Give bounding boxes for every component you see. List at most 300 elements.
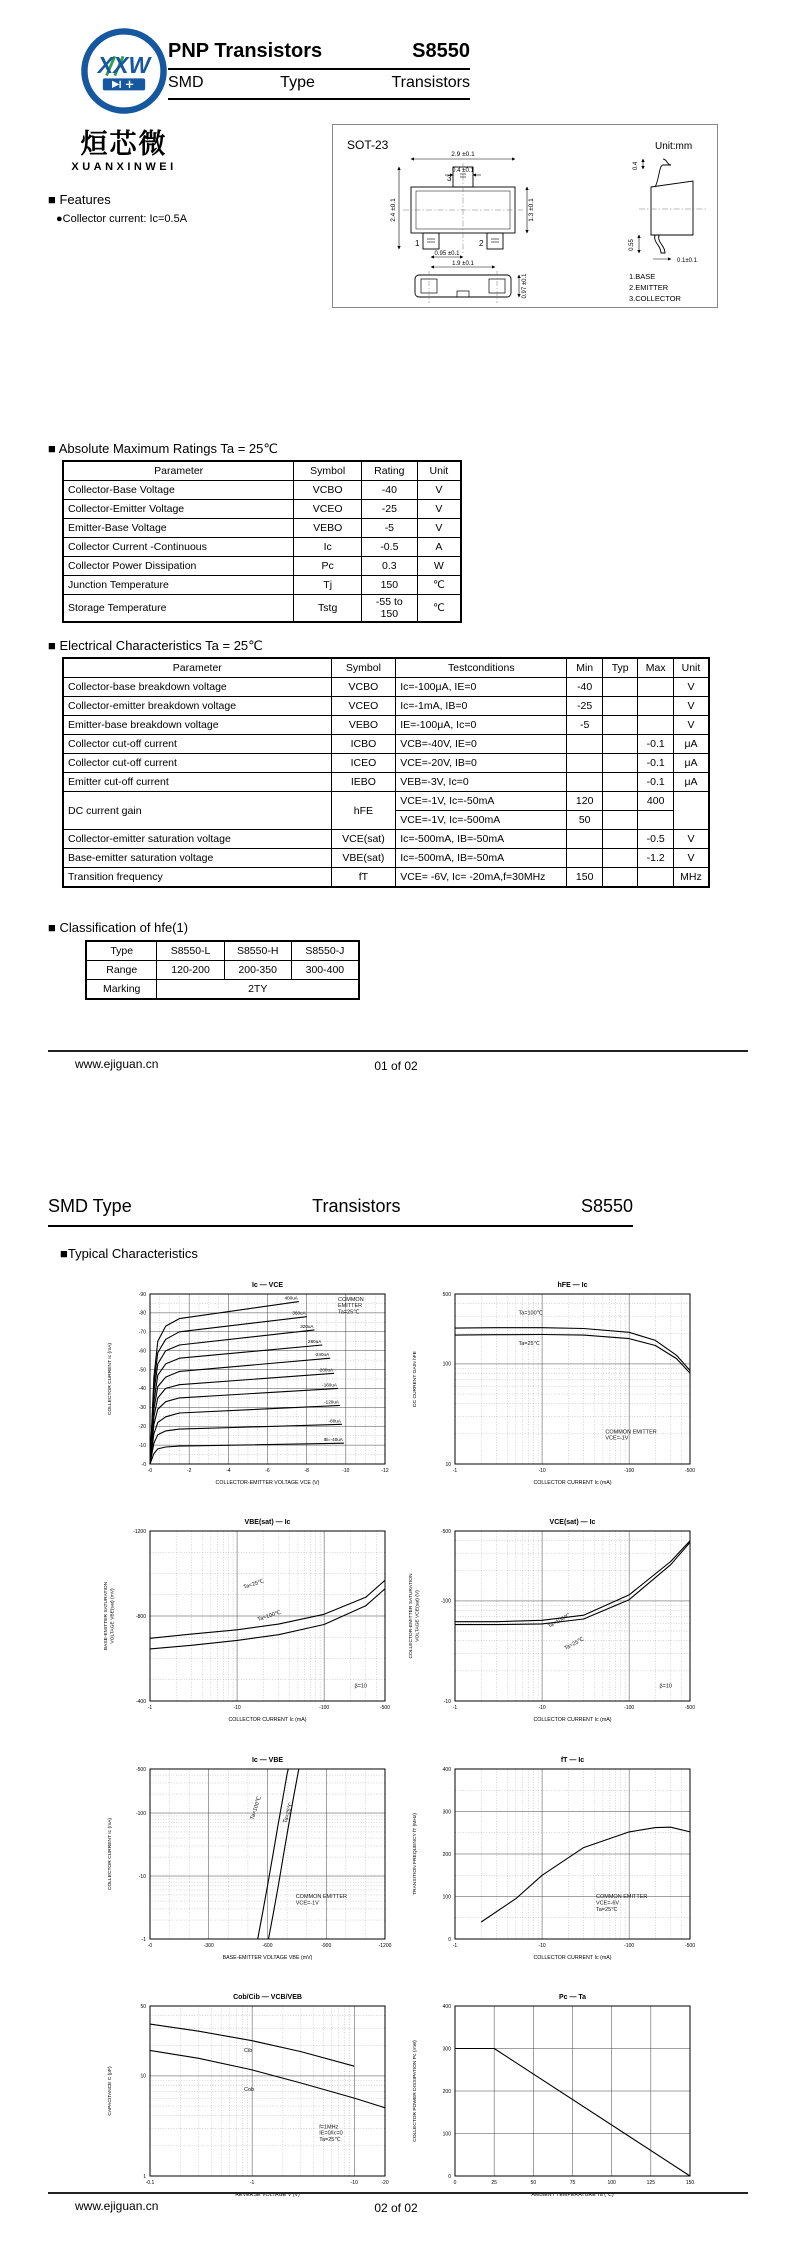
table-cell: VCBO [294, 481, 362, 500]
svg-text:-160uA: -160uA [322, 1382, 337, 1388]
table-cell: Collector cut-off current [63, 754, 331, 773]
table-cell [602, 868, 638, 888]
typical-characteristics-heading: ■Typical Characteristics [60, 1246, 198, 1261]
table-cell: -0.5 [638, 830, 674, 849]
svg-text:TRANSITION FREQUENCY fT (MHz: TRANSITION FREQUENCY fT (MHz) [413, 1813, 418, 1895]
table-cell: V [417, 500, 461, 519]
svg-text:Ta=100℃: Ta=100℃ [256, 1609, 282, 1624]
table-row [63, 735, 709, 754]
table-cell: VCE=-20V, IB=0 [396, 754, 567, 773]
table-cell [602, 830, 638, 849]
svg-text:-20: -20 [138, 1424, 146, 1431]
table-cell [638, 868, 674, 888]
column-header: Max [638, 658, 674, 678]
table-cell: Type [86, 941, 157, 961]
svg-text:50: 50 [140, 2003, 146, 2010]
svg-text:320uA: 320uA [300, 1323, 314, 1329]
dim-lead-height: 0.55 [629, 239, 635, 251]
table-row [63, 576, 461, 595]
svg-text:0: 0 [453, 2180, 457, 2186]
svg-text:-10: -10 [233, 1705, 241, 1711]
svg-text:-0: -0 [147, 1943, 153, 1949]
table-cell: -25 [362, 500, 418, 519]
table-cell: Collector-emitter saturation voltage [63, 830, 331, 849]
svg-text:100: 100 [442, 1361, 451, 1368]
svg-text:Ta=100℃: Ta=100℃ [547, 1612, 572, 1630]
svg-text:400: 400 [442, 2003, 451, 2010]
table-cell: ℃ [417, 576, 461, 595]
table-cell: 200-350 [224, 961, 291, 980]
svg-text:-10: -10 [138, 1873, 146, 1880]
svg-text:-10: -10 [342, 1468, 350, 1474]
company-name-cn: 烜芯微 [80, 129, 168, 159]
svg-text:-300: -300 [203, 1943, 214, 1949]
table-cell: V [673, 830, 709, 849]
svg-text:BASE-EMITTER SATURATIONVOLTAGE: BASE-EMITTER SATURATION VOLTAGE VBE(sat) (mV) [104, 1581, 116, 1651]
table-cell [602, 849, 638, 868]
table-cell: V [673, 849, 709, 868]
svg-text:25: 25 [491, 2180, 497, 2186]
svg-text:-70: -70 [138, 1329, 146, 1336]
table-cell: -40 [567, 678, 603, 697]
column-header: Min [567, 658, 603, 678]
hfe-class-table-grid [85, 940, 360, 1000]
pin3-number: 3 [447, 174, 452, 183]
svg-text:150: 150 [685, 2180, 695, 2186]
svg-text:100: 100 [442, 2131, 451, 2138]
footer2-page: 02 of 02 [374, 2201, 418, 2215]
table-cell: VCEO [331, 697, 396, 716]
svg-text:-100: -100 [135, 1810, 146, 1817]
svg-text:-60: -60 [138, 1348, 146, 1355]
table-cell [567, 754, 603, 773]
svg-text:280uA: 280uA [308, 1339, 322, 1344]
table-row [86, 941, 359, 961]
table-cell: VBE(sat) [331, 849, 396, 868]
table-cell: VCE=-1V, Ic=-500mA [396, 811, 567, 830]
svg-text:-500: -500 [684, 1943, 696, 1949]
svg-text:COMMON EMITTERVCE=-6VTa=25℃: COMMON EMITTER VCE=-6V Ta=25℃ [596, 1894, 648, 1913]
table-cell: fT [331, 868, 396, 888]
table-cell: 50 [567, 811, 603, 830]
svg-text:DC CURRENT GAIN hFE: DC CURRENT GAIN hFE [413, 1351, 418, 1407]
table-cell: 150 [567, 868, 603, 888]
footer1-rule [48, 1050, 748, 1052]
svg-text:-6: -6 [265, 1468, 270, 1474]
doc-header-row1 [168, 40, 470, 70]
svg-text:-200uA: -200uA [318, 1367, 334, 1373]
table-cell: Pc [294, 557, 362, 576]
svg-text:-1: -1 [147, 1705, 153, 1711]
table-cell: IE=-100μA, Ic=0 [396, 716, 567, 735]
table-cell: Ic [294, 538, 362, 557]
svg-text:-1: -1 [452, 1943, 458, 1949]
svg-text:f=1MHzIE=0/Ic=0Ta=25℃: f=1MHz IE=0/Ic=0 Ta=25℃ [319, 2124, 343, 2143]
table-cell [638, 678, 674, 697]
column-header: Symbol [331, 658, 396, 678]
chart-vbe-sat-ic [100, 1515, 405, 1747]
column-header: Parameter [63, 658, 331, 678]
table-row [86, 980, 359, 1000]
company-logo [64, 25, 184, 173]
table-header-row [63, 461, 461, 481]
svg-text:-1: -1 [452, 1705, 458, 1711]
footer2-rule [48, 2192, 748, 2194]
table-cell: S8550-J [291, 941, 359, 961]
chart-hfe-ic [405, 1278, 710, 1510]
svg-text:-10: -10 [538, 1468, 546, 1474]
doc-subtitle-type: Type [280, 74, 315, 91]
svg-text:-2: -2 [186, 1468, 192, 1474]
table-cell: -0.1 [638, 773, 674, 792]
table-cell: V [673, 697, 709, 716]
svg-text:100: 100 [607, 2180, 616, 2186]
table-cell: -0.5 [362, 538, 418, 557]
table-cell: VEBO [331, 716, 396, 735]
hfe-class-table [85, 940, 360, 1000]
svg-text:Cib: Cib [244, 2047, 253, 2054]
company-name-en: XUANXINWEI [71, 161, 177, 173]
svg-text:-40: -40 [138, 1386, 146, 1393]
svg-text:-120uA: -120uA [324, 1399, 339, 1405]
table-cell: V [673, 678, 709, 697]
column-header: Unit [673, 658, 709, 678]
svg-text:-0.1: -0.1 [145, 2180, 155, 2186]
table-row [63, 868, 709, 888]
svg-text:Ta=25℃: Ta=25℃ [282, 1801, 295, 1825]
package-name: SOT-23 [347, 138, 389, 152]
table-cell: -1.2 [638, 849, 674, 868]
table-cell: A [417, 538, 461, 557]
svg-text:COMMON EMITTERVCE=-1V: COMMON EMITTER VCE=-1V [295, 1894, 348, 1907]
table-cell: μA [673, 773, 709, 792]
svg-text:-1: -1 [249, 2180, 255, 2186]
svg-text:-90: -90 [138, 1291, 146, 1298]
svg-text:VBE(sat) — Ic: VBE(sat) — Ic [244, 1519, 291, 1526]
dim-inner-height: 1.3 ±0.1 [528, 198, 535, 222]
table-cell: DC current gain [63, 792, 331, 830]
svg-text:Ic — VBE: Ic — VBE [251, 1757, 284, 1764]
chart-vce-sat-ic [405, 1515, 710, 1747]
svg-text:125: 125 [646, 2180, 656, 2186]
table-cell: ICEO [331, 754, 396, 773]
svg-text:Cob: Cob [244, 2087, 255, 2093]
dim-side-height: 0.97 ±0.1 [522, 273, 528, 299]
table-cell: -40 [362, 481, 418, 500]
table-cell [638, 697, 674, 716]
abs-max-table-grid [62, 460, 462, 623]
doc-title: PNP Transistors [168, 40, 323, 62]
svg-text:75: 75 [569, 2180, 576, 2186]
table-cell: ℃ [417, 595, 461, 623]
svg-text:-100: -100 [624, 1468, 635, 1474]
table-row [63, 716, 709, 735]
features-item: ●Collector current: Ic=0.5A [56, 213, 188, 225]
table-cell [567, 773, 603, 792]
page2-header [48, 1196, 633, 1227]
table-cell [602, 811, 638, 830]
table-cell [602, 678, 638, 697]
chart-svg-vbe-sat-ic [100, 1515, 405, 1747]
chart-ic-vce [100, 1278, 405, 1510]
svg-text:fT — Ic: fT — Ic [560, 1757, 585, 1764]
table-cell: VCE(sat) [331, 830, 396, 849]
table-cell: Ic=-500mA, IB=-50mA [396, 830, 567, 849]
svg-text:-100: -100 [440, 1598, 451, 1605]
svg-text:-10: -10 [138, 1442, 146, 1449]
svg-text:-600: -600 [262, 1943, 273, 1949]
dim-body-width: 2.9 ±0.1 [451, 151, 475, 158]
table-cell: VCE=-1V, Ic=-50mA [396, 792, 567, 811]
features-heading: ■ Features [48, 192, 111, 207]
svg-text:400: 400 [442, 1766, 451, 1773]
column-header: Rating [362, 461, 418, 481]
abs-max-heading: ■ Absolute Maximum Ratings Ta = 25℃ [48, 441, 278, 456]
page2-header-left: SMD Type [48, 1196, 132, 1216]
table-cell: Collector-Base Voltage [63, 481, 294, 500]
svg-text:Ta=25℃: Ta=25℃ [518, 1341, 540, 1347]
column-header: Unit [417, 461, 461, 481]
abs-max-table [62, 460, 462, 623]
chart-svg-cob-cib [100, 1990, 405, 2222]
svg-text:Ta=25℃: Ta=25℃ [242, 1578, 265, 1591]
table-cell: -55 to 150 [362, 595, 418, 623]
svg-text:AMBIENT TEMPERATURE Ta (℃): AMBIENT TEMPERATURE Ta (℃) [531, 2192, 614, 2198]
table-cell [602, 792, 638, 811]
svg-text:CAPACITANCE C (pF): CAPACITANCE C (pF) [108, 2066, 113, 2116]
doc-subtitle-smd: SMD [168, 74, 204, 91]
table-cell: Ic=-100μA, IE=0 [396, 678, 567, 697]
table-cell: 150 [362, 576, 418, 595]
svg-text:-800: -800 [135, 1613, 146, 1620]
table-cell [602, 716, 638, 735]
chart-svg-vce-sat-ic [405, 1515, 710, 1747]
dim-pin-pitch: 0.95 ±0.1 [434, 251, 460, 257]
table-cell [638, 716, 674, 735]
svg-text:Cob/Cib — VCB/VEB: Cob/Cib — VCB/VEB [233, 1994, 302, 2001]
hfe-class-heading: ■ Classification of hfe(1) [48, 920, 189, 935]
table-row [86, 961, 359, 980]
table-cell: 0.3 [362, 557, 418, 576]
chart-ic-vbe [100, 1753, 405, 1985]
pin-legend-base: 1.BASE [629, 272, 656, 281]
table-row [63, 830, 709, 849]
table-cell: Emitter-Base Voltage [63, 519, 294, 538]
table-cell: VCE= -6V, Ic= -20mA,f=30MHz [396, 868, 567, 888]
table-cell: Ic=-500mA, IB=-50mA [396, 849, 567, 868]
svg-text:500: 500 [442, 1291, 451, 1298]
table-cell: 300-400 [291, 961, 359, 980]
table-row [63, 519, 461, 538]
table-row [63, 754, 709, 773]
svg-text:BASE-EMITTER VOLTAGE VBE (mV: BASE-EMITTER VOLTAGE VBE (mV) [222, 1955, 313, 1961]
chart-svg-hfe-ic [405, 1278, 710, 1510]
elec-heading: ■ Electrical Characteristics Ta = 25℃ [48, 638, 263, 653]
table-cell: Collector-base breakdown voltage [63, 678, 331, 697]
table-cell [567, 735, 603, 754]
footer1-site: www.ejiguan.cn [75, 1057, 159, 1071]
svg-text:300: 300 [442, 1809, 451, 1816]
table-cell: Ic=-1mA, IB=0 [396, 697, 567, 716]
table-cell: 120 [567, 792, 603, 811]
svg-text:360uA: 360uA [292, 1310, 306, 1316]
table-cell: Range [86, 961, 157, 980]
dim-pin-span: 1.9 ±0.1 [452, 261, 474, 267]
table-row [63, 678, 709, 697]
chart-svg-ic-vce [100, 1278, 405, 1510]
elec-table [62, 657, 710, 888]
table-cell: V [673, 716, 709, 735]
table-cell: Transition frequency [63, 868, 331, 888]
svg-text:50: 50 [530, 2180, 537, 2186]
table-cell: MHz [673, 868, 709, 888]
svg-text:-10: -10 [443, 1698, 451, 1705]
svg-text:-1: -1 [452, 1468, 458, 1474]
svg-text:-500: -500 [684, 1468, 696, 1474]
table-row [63, 792, 709, 811]
table-cell: VCEO [294, 500, 362, 519]
table-cell: hFE [331, 792, 396, 830]
svg-text:Ta=100℃: Ta=100℃ [249, 1795, 263, 1821]
chart-ft-ic [405, 1753, 710, 1985]
column-header: Testconditions [396, 658, 567, 678]
logo-mark-icon [78, 25, 170, 117]
svg-text:-80uA: -80uA [328, 1418, 341, 1424]
table-row [63, 481, 461, 500]
svg-text:-1200: -1200 [378, 1943, 392, 1949]
svg-text:-10: -10 [538, 1943, 546, 1949]
table-cell: -5 [362, 519, 418, 538]
svg-text:-500: -500 [440, 1528, 451, 1535]
table-cell: μA [673, 754, 709, 773]
table-cell [567, 830, 603, 849]
table-cell: Junction Temperature [63, 576, 294, 595]
svg-text:-500: -500 [379, 1705, 391, 1711]
part-number: S8550 [412, 40, 470, 62]
svg-text:COMMONEMITTERTa=25℃: COMMON EMITTER Ta=25℃ [338, 1296, 364, 1316]
svg-text:10: 10 [140, 2073, 146, 2080]
table-cell: IEBO [331, 773, 396, 792]
table-cell: Collector Power Dissipation [63, 557, 294, 576]
table-cell: μA [673, 735, 709, 754]
pin2-number: 2 [479, 239, 484, 248]
svg-text:0: 0 [448, 1936, 451, 1943]
table-cell [638, 811, 674, 830]
table-row [63, 849, 709, 868]
svg-text:300: 300 [442, 2046, 451, 2053]
table-cell [602, 735, 638, 754]
table-cell [602, 773, 638, 792]
logo-monogram: XXW [97, 51, 151, 78]
svg-text:VCE(sat) — Ic: VCE(sat) — Ic [549, 1519, 596, 1526]
doc-header [168, 40, 470, 100]
table-cell: -0.1 [638, 754, 674, 773]
svg-text:-50: -50 [138, 1367, 146, 1374]
svg-text:200: 200 [442, 2088, 451, 2095]
svg-text:COMMON EMITTERVCE=-1V: COMMON EMITTER VCE=-1V [605, 1429, 657, 1442]
table-cell: 2TY [157, 980, 359, 1000]
table-cell: -25 [567, 697, 603, 716]
column-header: Typ [602, 658, 638, 678]
table-cell: Marking [86, 980, 157, 1000]
svg-text:IB=-40uA: IB=-40uA [323, 1437, 343, 1443]
table-cell: Collector-emitter breakdown voltage [63, 697, 331, 716]
table-cell: Tj [294, 576, 362, 595]
dim-foot: 0.1±0.1 [677, 258, 697, 264]
svg-text:Ta=25℃: Ta=25℃ [563, 1636, 586, 1652]
table-cell: VEB=-3V, Ic=0 [396, 773, 567, 792]
chart-pc-ta [405, 1990, 710, 2222]
chart-svg-pc-ta [405, 1990, 710, 2222]
footer2-site: www.ejiguan.cn [75, 2199, 159, 2213]
table-cell: 120-200 [157, 961, 224, 980]
svg-text:COLLECTOR CURRENT Ic (mA): COLLECTOR CURRENT Ic (mA) [228, 1717, 307, 1723]
svg-text:-10: -10 [538, 1705, 546, 1711]
svg-text:-20: -20 [381, 2180, 389, 2186]
table-cell: W [417, 557, 461, 576]
svg-text:-80: -80 [138, 1310, 146, 1317]
table-cell: Emitter cut-off current [63, 773, 331, 792]
package-drawing-svg [333, 125, 717, 307]
svg-text:COLLECTOR CURRENT Ic (mA): COLLECTOR CURRENT Ic (mA) [533, 1480, 612, 1486]
svg-text:COLLECTOR CURRENT Ic (mA): COLLECTOR CURRENT Ic (mA) [108, 1817, 113, 1891]
page2-header-center: Transistors [312, 1196, 401, 1216]
svg-text:-10: -10 [350, 2180, 358, 2186]
doc-header-row2 [168, 70, 470, 100]
svg-text:-100: -100 [624, 1943, 635, 1949]
svg-text:-1200: -1200 [133, 1528, 146, 1535]
chart-svg-ft-ic [405, 1753, 710, 1985]
svg-text:COLLECTOR-EMITTER VOLTAGE VCE: COLLECTOR-EMITTER VOLTAGE VCE (V) [215, 1480, 320, 1486]
table-header-row [63, 658, 709, 678]
column-header: Parameter [63, 461, 294, 481]
svg-text:10: 10 [445, 1461, 451, 1468]
svg-text:-1: -1 [141, 1936, 146, 1943]
package-drawing [332, 124, 718, 308]
table-cell: -0.1 [638, 735, 674, 754]
svg-text:400uA: 400uA [284, 1295, 298, 1301]
svg-text:-0: -0 [141, 1461, 146, 1468]
svg-text:1: 1 [143, 2173, 146, 2180]
svg-text:Ic — VCE: Ic — VCE [251, 1282, 284, 1289]
table-row [63, 697, 709, 716]
table-cell: Collector-Emitter Voltage [63, 500, 294, 519]
svg-text:0: 0 [448, 2173, 451, 2180]
svg-text:-100: -100 [624, 1705, 635, 1711]
chart-cob-cib [100, 1990, 405, 2222]
svg-text:-12: -12 [381, 1468, 389, 1474]
svg-text:COLLECTOR CURRENT Ic (mA): COLLECTOR CURRENT Ic (mA) [108, 1342, 113, 1416]
table-cell: Storage Temperature [63, 595, 294, 623]
table-cell [567, 849, 603, 868]
table-cell [602, 754, 638, 773]
table-cell: S8550-H [224, 941, 291, 961]
column-header: Symbol [294, 461, 362, 481]
elec-table-grid [62, 657, 710, 888]
table-cell: V [417, 519, 461, 538]
svg-text:-100: -100 [319, 1705, 330, 1711]
svg-text:-8: -8 [304, 1468, 309, 1474]
svg-text:hFE — Ic: hFE — Ic [557, 1282, 588, 1289]
svg-text:COLLECTOR-EMITTER SATURATIONVO: COLLECTOR-EMITTER SATURATION VOLTAGE VCE(sat) (V) [409, 1573, 421, 1659]
svg-text:β=10: β=10 [354, 1683, 367, 1690]
chart-svg-ic-vbe [100, 1753, 405, 1985]
dim-lead-top: 0.4 [633, 161, 639, 171]
doc-subtitle-transistors: Transistors [391, 74, 470, 91]
table-cell: Collector cut-off current [63, 735, 331, 754]
table-cell: VCB=-40V, IE=0 [396, 735, 567, 754]
table-cell [602, 697, 638, 716]
